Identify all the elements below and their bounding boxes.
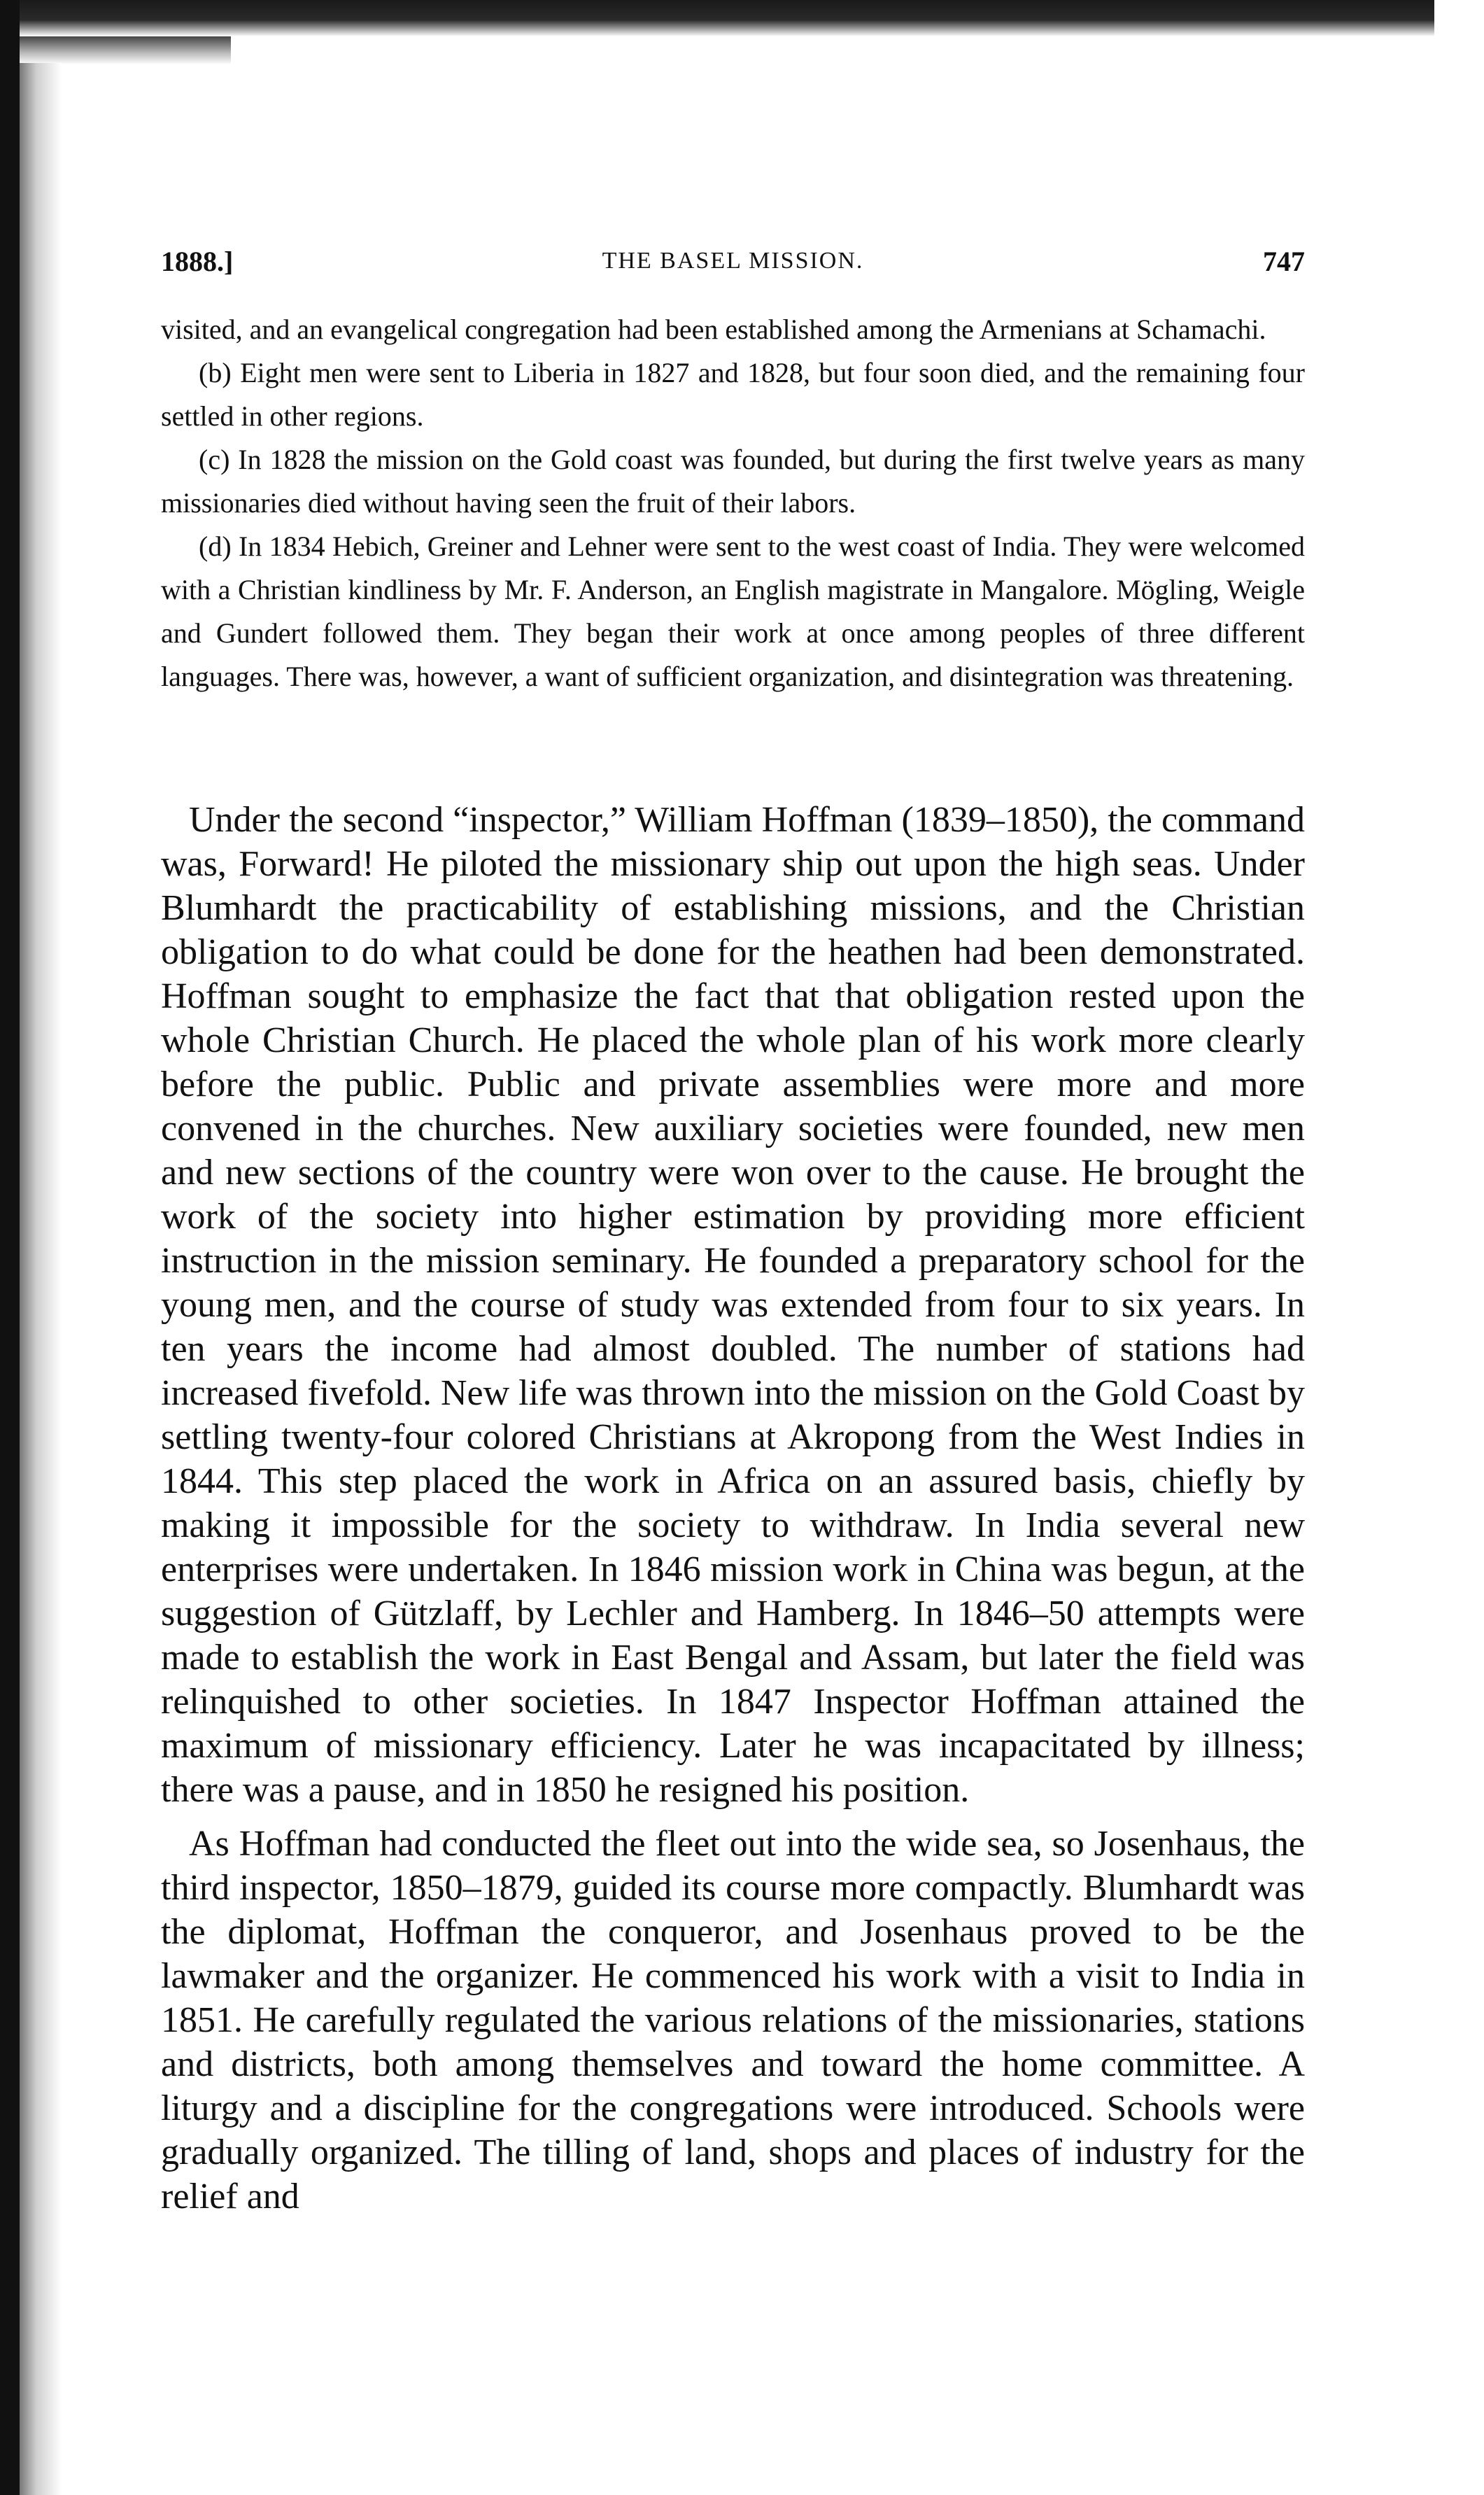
note-d: (d) In 1834 Hebich, Greiner and Lehner were sent to the west coast of India. They were welcomed with a Christian kindliness by Mr. F. Anderson, an English magistrate in Mangalore. Mögling, Weigle and Gundert followed them. They began their work at once among peoples of three different languages. There was, however, a want of sufficient organization, and disintegration was threatening. (161, 530, 1305, 692)
header-title: THE BASEL MISSION. (602, 248, 864, 274)
paragraph-josenhaus: As Hoffman had conducted the fleet out into the wide sea, so Josenhaus, the third inspector, 1850–1879, guided its course more compactly. Blumhardt was the diplomat, Hoffman the conqueror, and Josenhaus proved to be the lawmaker and the organizer. He commenced his work with a visit to India in 1851. He carefully regulated the various relations of the missionaries, stations and districts, both among themselves and toward the home committee. A liturgy and a discipline for the congregations were introduced. Schools were gradually organized. The tilling of land, shops and places of industry for the relief and (161, 1824, 1305, 2216)
footnote-list (161, 308, 1305, 698)
note-continuation: visited, and an evangelical congregation had been established among the Armenians at Schamachi. (161, 314, 1266, 345)
note-c: (c) In 1828 the mission on the Gold coast was founded, but during the first twelve years as many missionaries died without having seen the fruit of their labors. (161, 444, 1305, 519)
note-b: (b) Eight men were sent to Liberia in 1827 and 1828, but four soon died, and the remaining four settled in other regions. (161, 357, 1305, 432)
running-header (161, 245, 1305, 287)
main-text (161, 798, 1305, 2228)
header-year: 1888.] (161, 246, 234, 277)
scan-top-border (0, 0, 1434, 36)
page-number: 747 (1263, 246, 1305, 277)
scan-top-border-shadow (0, 36, 231, 64)
paragraph-hoffman: Under the second “inspector,” William Hoffman (1839–1850), the command was, Forward! He piloted the missionary ship out upon the high seas. Under Blumhardt the practicability of establishing missions, and the Christian obligation to do what could be done for the heathen had been demonstrated. Hoffman sought to emphasize the fact that that obligation rested upon the whole Christian Church. He placed the whole plan of his work more clearly before the public. Public and private assemblies were more and more convened in the churches. New auxiliary societies were founded, new men and new sections of the country were won over to the cause. He brought the work of the society into higher estimation by providing more efficient instruction in the mission seminary. He founded a preparatory school for the young men, and the course of study was extended from four to six years. In ten years the income had almost doubled. The number of stations had increased fivefold. New life was thrown into the mission on the Gold Coast by settling twenty-four colored Christians at Akropong from the West Indies in 1844. This step placed the work in Africa on an assured basis, chiefly by making it impossible for the society to withdraw. In India several new enterprises were undertaken. In 1846 mission work in China was begun, at the suggestion of Gützlaff, by Lechler and Hamberg. In 1846–50 attempts were made to establish the work in East Bengal and Assam, but later the field was relinquished to other societies. In 1847 Inspector Hoffman attained the maximum of missionary efficiency. Later he was incapacitated by illness; there was a pause, and in 1850 he resigned his position. (161, 800, 1305, 1810)
scan-left-shadow (20, 63, 62, 2495)
scan-left-edge (0, 0, 20, 2495)
